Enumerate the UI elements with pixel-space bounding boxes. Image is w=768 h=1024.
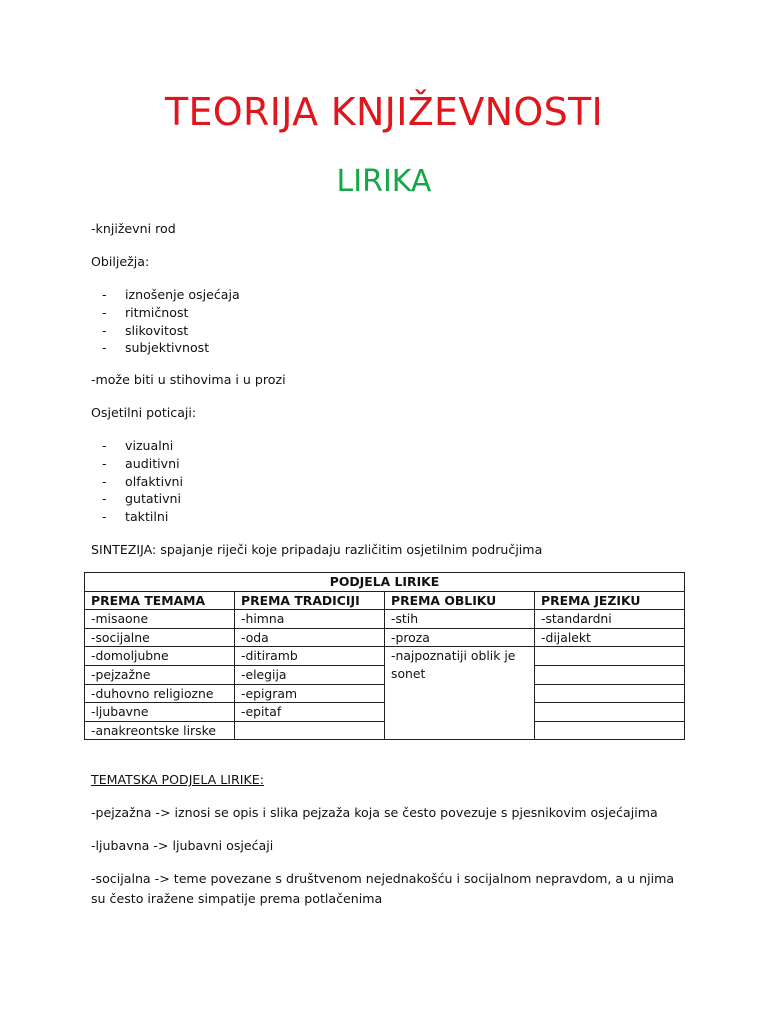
table-cell: -standardni bbox=[535, 610, 685, 629]
table-cell bbox=[535, 684, 685, 703]
table-row bbox=[85, 647, 685, 666]
column-header: PREMA JEZIKU bbox=[535, 591, 685, 610]
table-header-row bbox=[85, 591, 685, 610]
table-row bbox=[85, 610, 685, 629]
table-cell: -ditiramb bbox=[235, 647, 385, 666]
table-cell bbox=[235, 721, 385, 740]
table-cell: -himna bbox=[235, 610, 385, 629]
list-item: - olfaktivni bbox=[91, 473, 183, 491]
table-cell: -duhovno religiozne bbox=[85, 684, 235, 703]
list-item: - ritmičnost bbox=[91, 304, 240, 322]
list-item: - vizualni bbox=[91, 437, 183, 455]
obiljezja-label: Obilježja: bbox=[91, 254, 150, 269]
obiljezja-list bbox=[91, 286, 240, 357]
list-item: - slikovitost bbox=[91, 322, 240, 340]
table-cell: -oda bbox=[235, 628, 385, 647]
table-row bbox=[85, 628, 685, 647]
list-item: - taktilni bbox=[91, 508, 183, 526]
table-cell bbox=[535, 721, 685, 740]
page-subtitle: LIRIKA bbox=[336, 164, 432, 199]
table-cell: -elegija bbox=[235, 665, 385, 684]
table-cell: -epigram bbox=[235, 684, 385, 703]
column-header: PREMA TRADICIJI bbox=[235, 591, 385, 610]
tematska-item-ljubavna: -ljubavna -> ljubavni osjećaji bbox=[91, 838, 274, 853]
table-title: PODJELA LIRIKE bbox=[85, 573, 685, 592]
list-item: - gutativni bbox=[91, 490, 183, 508]
rod-line: -književni rod bbox=[91, 221, 176, 236]
podjela-table bbox=[84, 572, 685, 740]
table-cell: -misaone bbox=[85, 610, 235, 629]
table-cell: -socijalne bbox=[85, 628, 235, 647]
page-title: TEORIJA KNJIŽEVNOSTI bbox=[164, 90, 604, 134]
poticaji-label: Osjetilni poticaji: bbox=[91, 405, 197, 420]
table-cell: -anakreontske lirske bbox=[85, 721, 235, 740]
table-cell: -dijalekt bbox=[535, 628, 685, 647]
sinteza-line: SINTEZIJA: spajanje riječi koje pripadaju različitim osjetilnim područjima bbox=[91, 542, 543, 557]
table-cell: -ljubavne bbox=[85, 703, 235, 722]
table-cell bbox=[535, 647, 685, 666]
tematska-item-pejzazna: -pejzažna -> iznosi se opis i slika pejzaža koja se često povezuje s pjesnikovim osjećajima bbox=[91, 805, 658, 820]
poticaji-list bbox=[91, 437, 183, 526]
table-cell bbox=[535, 703, 685, 722]
table-cell: -pejzažne bbox=[85, 665, 235, 684]
table-cell: -epitaf bbox=[235, 703, 385, 722]
proza-line: -može biti u stihovima i u prozi bbox=[91, 372, 286, 387]
list-item: - auditivni bbox=[91, 455, 183, 473]
list-item: - iznošenje osjećaja bbox=[91, 286, 240, 304]
column-header: PREMA OBLIKU bbox=[385, 591, 535, 610]
list-item: - subjektivnost bbox=[91, 339, 240, 357]
table-cell bbox=[535, 665, 685, 684]
table-cell: -domoljubne bbox=[85, 647, 235, 666]
table-cell: -proza bbox=[385, 628, 535, 647]
table-cell: -najpoznatiji oblik je sonet bbox=[385, 647, 535, 740]
tematska-item-socijalna: -socijalna -> teme povezane s društvenom nejednakošću i socijalnom nepravdom, a u njima su često iražene simpatije prema potlačenima bbox=[91, 871, 675, 906]
table-cell: -stih bbox=[385, 610, 535, 629]
column-header: PREMA TEMAMA bbox=[85, 591, 235, 610]
tematska-heading: TEMATSKA PODJELA LIRIKE: bbox=[91, 772, 264, 787]
